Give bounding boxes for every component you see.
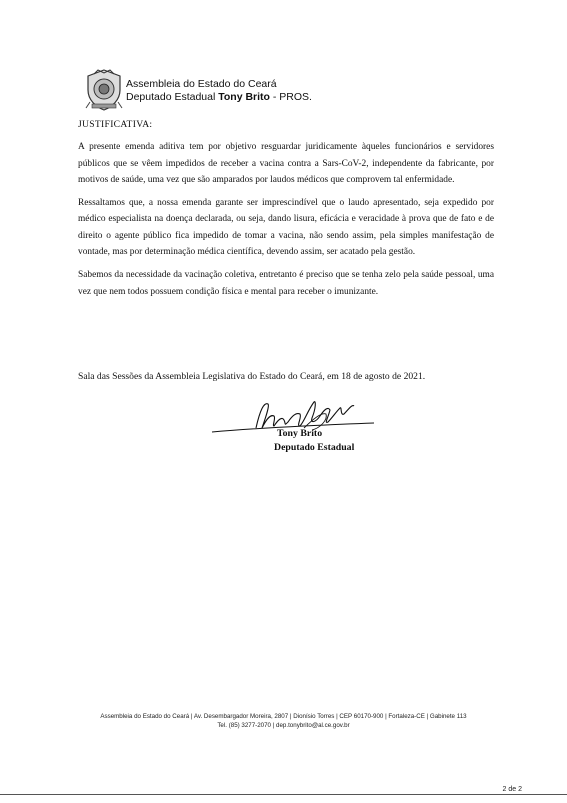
document-body [78,117,494,307]
letterhead-text [126,78,312,104]
deputy-party: - PROS. [269,91,312,103]
page-number: 2 de 2 [502,786,522,793]
letterhead [84,68,384,114]
footer [40,712,527,730]
bottom-divider [0,794,567,795]
paragraph-1: A presente emenda aditiva tem por objetivo resguardar juridicamente àqueles funcionários e servidores públicos que se vêem impedidos de receber a vacina contra a Sars-CoV-2, independente da fabricante, por motivos de saúde, uma vez que são amparados por laudos médicos que comprovem tal enfermidade. [78,142,494,185]
footer-contact: Tel. (85) 3277-2070 | dep.tonybrito@al.ce.gov.br [217,722,350,729]
paragraph-2: Ressaltamos que, a nossa emenda garante ser imprescindível que o laudo apresentado, seja expedido por médico especialista na doença declarada, ou seja, dando lisura, eficácia e veracidade à prova que de fato e de direito o agente público fica impedido de tomar a vacina, não sendo assim, pela simples manifestação de vontade, mas por determinação médica científica, devendo assim, ser acatado pela gestão. [78,198,494,258]
coat-of-arms-seal-icon [84,68,124,112]
deputy-name: Tony Brito [218,91,270,103]
footer-address: Assembleia do Estado do Ceará | Av. Desembargador Moreira, 2807 | Dionísio Torres | CEP 60170-900 | Fortaleza-CE | Gabinete 113 [100,713,467,720]
deputy-line [126,91,312,104]
signatory-role: Deputado Estadual [274,442,355,453]
deputy-prefix: Deputado Estadual [126,91,219,103]
closing-line: Sala das Sessões da Assembleia Legislativa do Estado do Ceará, em 18 de agosto de 2021. [78,371,426,382]
paragraph-3: Sabemos da necessidade da vacinação coletiva, entretanto é preciso que se tenha zelo pela saúde pessoal, uma vez que nem todos possuem condição física e mental para receber o imunizante. [78,270,494,297]
section-heading: JUSTIFICATIVA: [78,119,153,130]
assembly-name: Assembleia do Estado do Ceará [126,78,277,90]
signatory-name: Tony Brito [277,428,323,439]
